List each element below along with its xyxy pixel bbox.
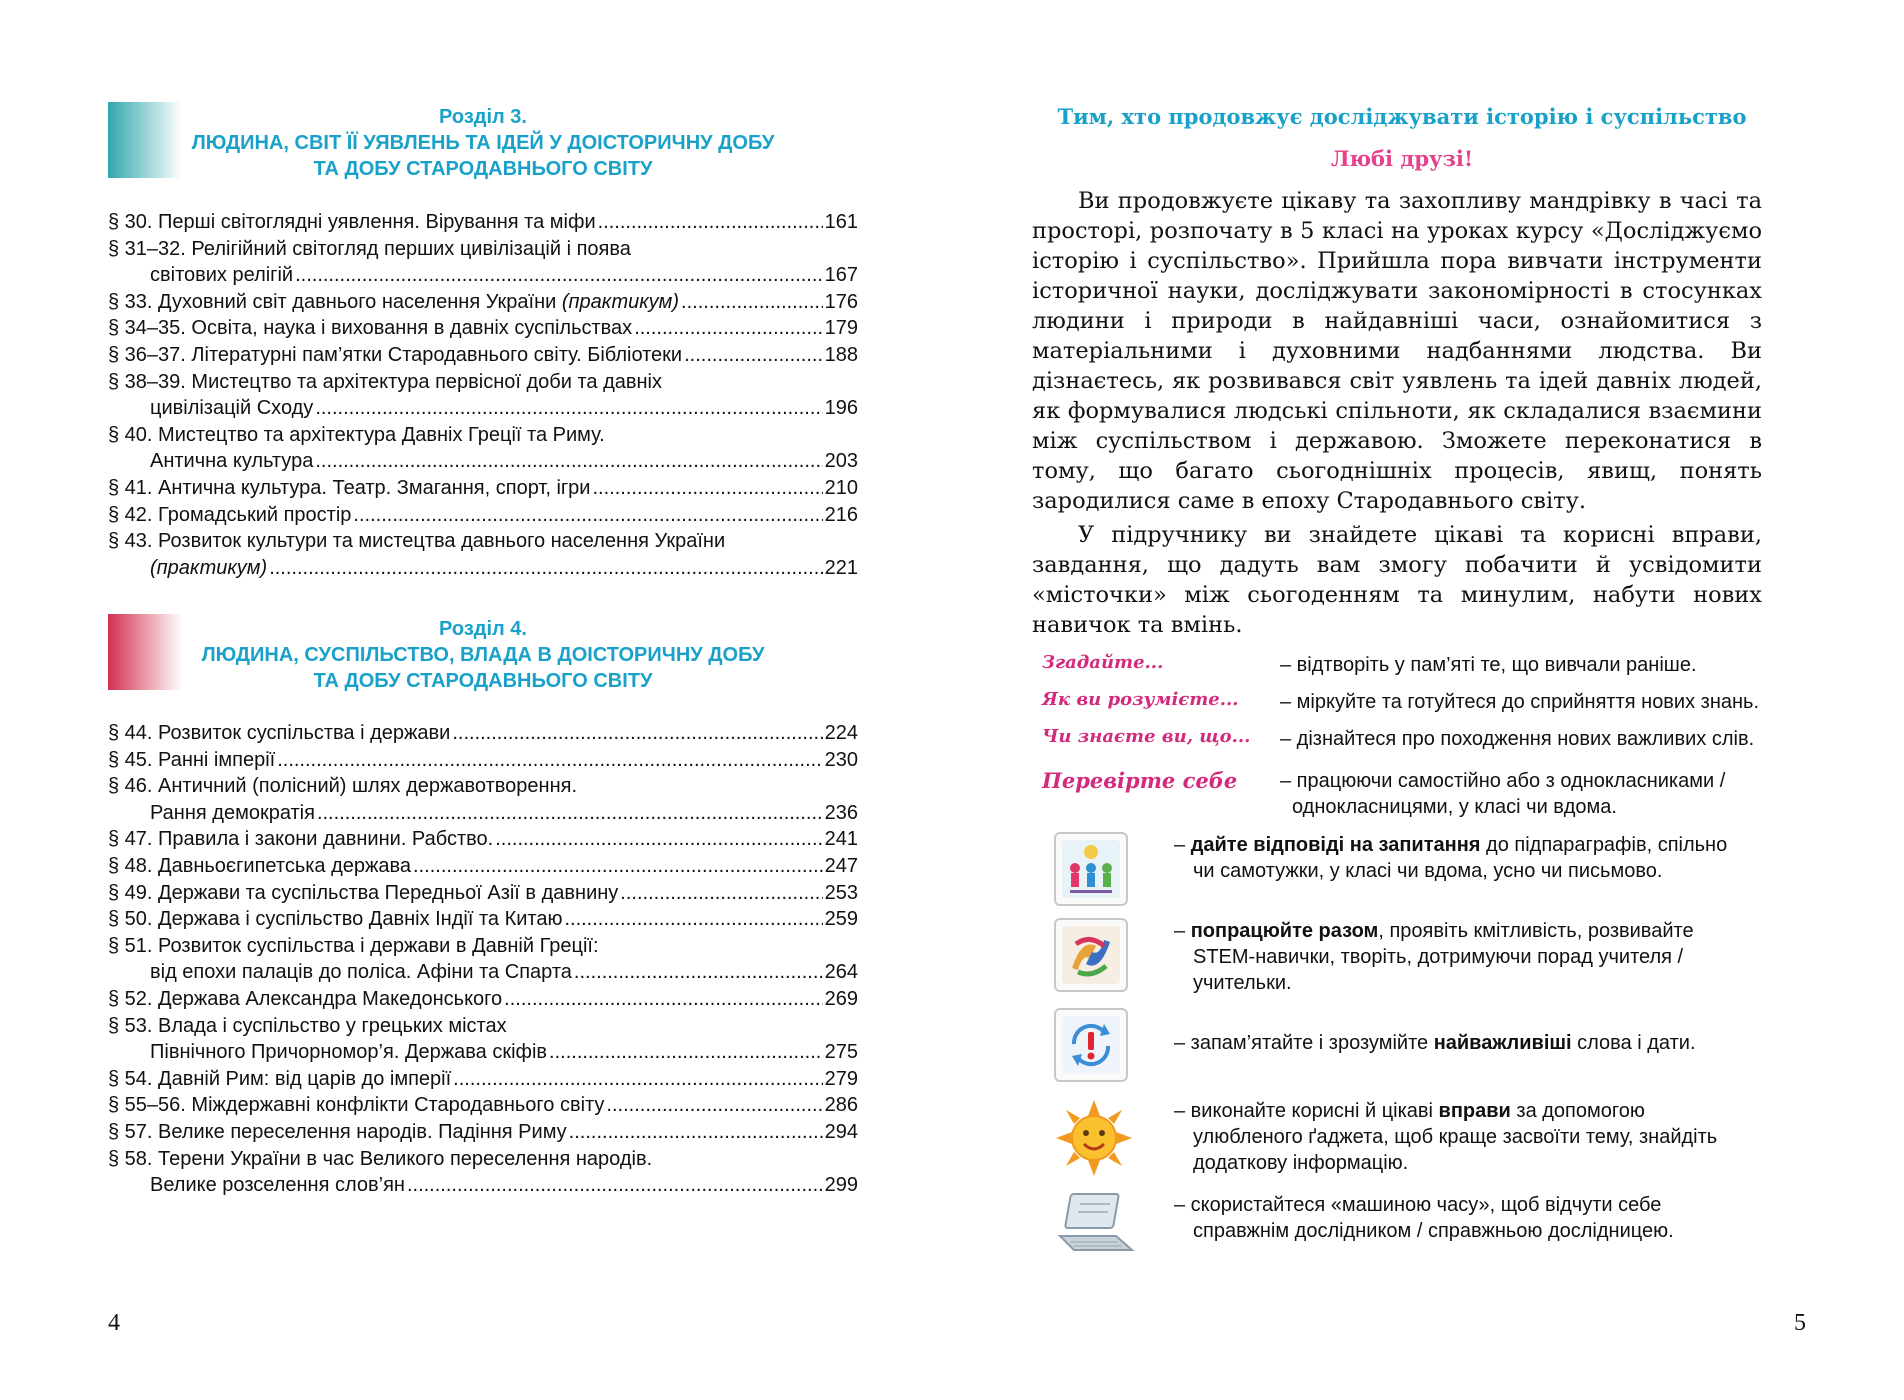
toc-leader-dots — [504, 986, 822, 1006]
toc-entry-text: § 36–37. Літературні пам’ятки Стародавнього світу. Бібліотеки — [108, 343, 683, 366]
toc-entry-title — [108, 1066, 451, 1093]
toc-page-number: 236 — [824, 801, 858, 824]
toc-entry-title — [108, 475, 590, 502]
toc-leader-dots — [413, 853, 823, 873]
icon-item-text — [1174, 918, 1794, 996]
intro-paragraph-1: Ви продовжуєте цікаву та захопливу мандрівку в часі та просторі, розпочату в 5 класі на уроках курсу «Досліджуємо історію і суспільство». Прийшла пора вивчати інструменти історичної науки, досліджувати закономірності в стосунках людини і природи в найдавніші часи, ознайомитися з матеріальними і духовними надбаннями людства. Ви дізнаєтесь, як розвивався світ уявлень та ідей давніх людей, як формувалися людські спільноти, як складалися взаємини між суспільством і державою. Зможете переконатися в тому, що багато сьогоднішніх процесів, явищ, понять зародилися саме в епоху Стародавнього світу. — [1032, 188, 1762, 514]
line2: чи самотужки, у класі чи вдома, усно чи письмово. — [1193, 860, 1663, 882]
rest-text: до підпараграфів, спільно — [1480, 834, 1728, 856]
rest-text: за допомогою — [1510, 1100, 1645, 1122]
toc-entry-continuation — [108, 448, 858, 475]
rest-text: , проявіть кмітливість, розвивайте — [1378, 920, 1694, 942]
toc-page-number: 188 — [824, 343, 858, 366]
toc-section-3 — [108, 209, 858, 581]
toc-entry-continuation-text: від епохи палаців до поліса. Афіни та Спарта — [150, 961, 572, 984]
toc-page-number: 259 — [824, 908, 858, 931]
toc-page-number: 299 — [824, 1174, 858, 1197]
toc-entry-title — [108, 236, 858, 263]
page-number-left: 4 — [108, 1310, 120, 1336]
toc-entry-text: § 33. Духовний світ давнього населення України — [108, 290, 562, 313]
line1: – скористайтеся «машиною часу», щоб відчути себе — [1174, 1194, 1662, 1216]
toc-leader-dots — [353, 502, 822, 522]
toc-entry-text: § 48. Давньоєгипетська держава — [108, 854, 412, 877]
toc-entry-title — [108, 1013, 858, 1040]
toc-leader-dots — [277, 747, 822, 767]
section-4-title — [108, 616, 858, 694]
toc-entry-title — [108, 986, 502, 1013]
toc-entry-title — [108, 880, 618, 907]
toc-entry-title — [108, 720, 450, 747]
dash: – — [1174, 834, 1191, 856]
toc-entry — [108, 1119, 858, 1146]
toc-leader-dots — [315, 448, 822, 468]
toc-page-number: 203 — [824, 450, 858, 473]
toc-entry — [108, 826, 858, 853]
legend-key: Згадайте... — [1042, 652, 1164, 673]
toc-entry — [108, 369, 858, 396]
toc-page-number: 210 — [824, 476, 858, 499]
toc-entry-title — [108, 773, 858, 800]
toc-entry-continuation — [108, 959, 858, 986]
toc-entry-title — [108, 209, 596, 236]
toc-entry-text: § 53. Влада і суспільство у грецьких містах — [108, 1014, 507, 1037]
toc-entry-title — [108, 315, 632, 342]
section-4-title-line1: Розділ 4. — [439, 618, 527, 640]
toc-entry — [108, 315, 858, 342]
section-3-title-line2: ЛЮДИНА, СВІТ ЇЇ УЯВЛЕНЬ ТА ІДЕЙ У ДОІСТОРИЧНУ ДОБУ — [191, 132, 775, 154]
toc-entry-title — [108, 1119, 567, 1146]
toc-page-number: 247 — [824, 854, 858, 877]
laptop-icon — [1054, 1188, 1124, 1258]
toc-entry-text: § 58. Терени України в час Великого переселення народів. — [108, 1147, 653, 1170]
section-3-title — [108, 104, 858, 182]
dash: – — [1174, 920, 1191, 942]
joined-hands-icon — [1054, 918, 1128, 992]
icon-item-text — [1174, 1192, 1794, 1244]
line2: улюбленого ґаджета, щоб краще засвоїти тему, знайдіть — [1193, 1126, 1718, 1148]
toc-entry — [108, 475, 858, 502]
toc-page-number: 241 — [824, 828, 858, 851]
section-3-title-line1: Розділ 3. — [439, 106, 527, 128]
bold-phrase: найважливіші — [1433, 1032, 1572, 1054]
toc-entry-continuation — [108, 555, 858, 582]
toc-page-number: 279 — [824, 1067, 858, 1090]
toc-entry-text: § 38–39. Мистецтво та архітектура первісної доби та давніх — [108, 370, 662, 393]
toc-entry-text: § 34–35. Освіта, наука і виховання в давніх суспільствах — [108, 317, 633, 340]
toc-leader-dots — [569, 1119, 823, 1139]
toc-page-number: 224 — [824, 722, 858, 744]
toc-entry-continuation-text: світових релігій — [150, 264, 294, 287]
exclamation-icon — [1054, 1008, 1128, 1082]
toc-leader-dots — [315, 395, 822, 415]
legend-value — [1280, 768, 1820, 820]
toc-leader-dots — [684, 342, 823, 362]
toc-entry-title — [108, 906, 562, 933]
toc-leader-dots — [606, 1092, 822, 1112]
line3: учительки. — [1193, 972, 1292, 994]
toc-page-number: 196 — [824, 397, 858, 420]
toc-page-number: 179 — [824, 317, 858, 340]
toc-page-number: 275 — [824, 1041, 858, 1064]
toc-entry-title — [108, 528, 858, 555]
toc-entry — [108, 747, 858, 774]
toc-entry-text: § 41. Антична культура. Театр. Змагання, спорт, ігри — [108, 476, 591, 499]
toc-entry-continuation — [108, 1039, 858, 1066]
toc-leader-dots — [681, 289, 823, 309]
toc-entry — [108, 209, 858, 236]
toc-entry-continuation — [108, 800, 858, 827]
toc-entry — [108, 1066, 858, 1093]
section-4-title-line3: ТА ДОБУ СТАРОДАВНЬОГО СВІТУ — [313, 670, 653, 692]
legend-value: – міркуйте та готуйтеся до сприйняття нових знань. — [1280, 691, 1760, 713]
toc-entry-title — [108, 826, 493, 853]
toc-leader-dots — [549, 1039, 823, 1059]
icon-item-text — [1174, 1030, 1794, 1056]
toc-entry-text: § 49. Держави та суспільства Передньої Азії в давнину — [108, 881, 619, 904]
toc-entry — [108, 986, 858, 1013]
toc-entry-italic: (практикум) — [561, 290, 680, 313]
toc-page-number: 216 — [824, 503, 858, 526]
toc-leader-dots — [452, 720, 822, 740]
toc-entry — [108, 773, 858, 800]
toc-entry-text: § 43. Розвиток культури та мистецтва давнього населення України — [108, 530, 726, 553]
icon-item-text — [1174, 1098, 1794, 1176]
legend-value-line2: однокласницями, у класі чи вдома. — [1292, 796, 1617, 818]
toc-entry-text: § 55–56. Міждержавні конфлікти Стародавнього світу — [108, 1094, 605, 1117]
sun-icon — [1054, 1098, 1124, 1168]
dash: – виконайте корисні й цікаві — [1174, 1100, 1439, 1122]
toc-entry — [108, 528, 858, 555]
toc-entry-text: § 31–32. Релігійний світогляд перших цивілізацій і поява — [108, 237, 631, 260]
toc-page-number: 264 — [824, 961, 858, 984]
toc-entry — [108, 1013, 858, 1040]
toc-page-number: 294 — [824, 1120, 858, 1143]
bold-phrase: дайте відповіді на запитання — [1190, 834, 1481, 856]
toc-entry — [108, 906, 858, 933]
toc-entry — [108, 502, 858, 529]
toc-entry-title — [108, 369, 858, 396]
section-4-header — [108, 614, 858, 694]
toc-page-number: 253 — [824, 881, 858, 904]
toc-entry — [108, 720, 858, 747]
section-3-header — [108, 102, 858, 182]
legend-value: – дізнайтеся про походження нових важливих слів. — [1280, 728, 1755, 750]
toc-leader-dots — [269, 555, 822, 575]
toc-entry — [108, 853, 858, 880]
toc-leader-dots — [453, 1066, 822, 1086]
toc-entry-continuation — [108, 395, 858, 422]
toc-page-number: 161 — [824, 211, 858, 233]
toc-entry-text: § 40. Мистецтво та архітектура Давніх Греції та Риму. — [108, 423, 605, 446]
toc-entry-text: § 42. Громадський простір — [108, 503, 352, 526]
toc-entry — [108, 1092, 858, 1119]
toc-leader-dots — [564, 906, 822, 926]
greeting: Любі друзі! — [1330, 146, 1474, 171]
icon-item-text — [1174, 832, 1794, 884]
line2: STEM-навички, творіть, дотримуючи порад учителя / — [1193, 946, 1684, 968]
bold-phrase: вправи — [1438, 1100, 1511, 1122]
toc-entry-title — [108, 853, 411, 880]
toc-leader-dots — [620, 880, 822, 900]
toc-leader-dots — [407, 1172, 823, 1192]
toc-entry — [108, 342, 858, 369]
intro-title: Тим, хто продовжує досліджувати історію і суспільство — [1057, 104, 1747, 129]
toc-entry-text: § 50. Держава і суспільство Давніх Індії та Китаю — [108, 908, 563, 931]
toc-entry — [108, 880, 858, 907]
line2: справжнім дослідником / справжньою дослідницею. — [1193, 1220, 1674, 1242]
toc-entry — [108, 422, 858, 449]
toc-entry-text: § 45. Ранні імперії — [108, 748, 276, 771]
toc-entry — [108, 289, 858, 316]
section-3-title-line3: ТА ДОБУ СТАРОДАВНЬОГО СВІТУ — [313, 158, 653, 180]
toc-entry-continuation-text: Північного Причорномор’я. Держава скіфів — [150, 1041, 548, 1064]
bold-phrase: попрацюйте разом — [1190, 920, 1379, 942]
toc-entry-continuation-text: Велике розселення слов’ян — [150, 1174, 405, 1197]
page-number-right: 5 — [1794, 1310, 1806, 1336]
toc-entry-text: § 54. Давній Рим: від царів до імперії — [108, 1067, 452, 1090]
toc-entry-text: § 30. Перші світоглядні уявлення. Вірування та міфи — [108, 211, 596, 233]
toc-entry-continuation — [108, 1172, 858, 1199]
toc-entry-continuation-text: (практикум) — [150, 556, 268, 579]
toc-entry-text: § 46. Античний (полісний) шлях державотворення. — [108, 775, 578, 798]
toc-entry-title — [108, 342, 682, 369]
toc-leader-dots — [598, 209, 823, 229]
toc-entry — [108, 933, 858, 960]
toc-entry-continuation-text: Антична культура — [150, 450, 314, 473]
toc-entry-continuation-text: Рання демократія — [150, 801, 315, 824]
toc-page-number: 221 — [824, 556, 858, 579]
line3: додаткову інформацію. — [1193, 1152, 1409, 1174]
section-4-title-line2: ЛЮДИНА, СУСПІЛЬСТВО, ВЛАДА В ДОІСТОРИЧНУ ДОБУ — [201, 644, 765, 666]
toc-leader-dots — [295, 262, 823, 282]
toc-entry-title — [108, 1092, 604, 1119]
toc-page-number: 269 — [824, 987, 858, 1010]
toc-entry-title — [108, 747, 275, 774]
toc-entry-text: § 57. Велике переселення народів. Падіння Риму — [108, 1120, 567, 1143]
toc-entry-text: § 52. Держава Александра Македонського — [108, 987, 503, 1010]
toc-page-number: 230 — [824, 748, 858, 771]
toc-entry-title — [108, 289, 679, 316]
toc-entry-title — [108, 933, 858, 960]
legend-key: Перевірте себе — [1042, 768, 1238, 793]
toc-page-number: 176 — [824, 290, 858, 313]
toc-leader-dots — [317, 800, 823, 820]
toc-entry-title — [108, 502, 351, 529]
toc-page-number: 286 — [824, 1094, 858, 1117]
intro-paragraph-2: У підручнику ви знайдете цікаві та корисні вправи, завдання, що дадуть вам змогу побачити й усвідомити «місточки» між сьогоденням та минулим, набути нових навичок та вмінь. — [1032, 522, 1762, 638]
toc-leader-dots — [634, 315, 822, 335]
toc-leader-dots — [574, 959, 823, 979]
rest-text: слова і дати. — [1571, 1032, 1696, 1054]
toc-entry-text: § 51. Розвиток суспільства і держави в Давній Греції: — [108, 934, 599, 957]
toc-section-4 — [108, 720, 858, 1199]
legend-key: Чи знаєте ви, що... — [1042, 726, 1251, 747]
toc-entry-title — [108, 422, 858, 449]
toc-leader-dots — [592, 475, 822, 495]
legend-key: Як ви розумієте... — [1042, 689, 1239, 710]
toc-leader-dots — [495, 826, 822, 846]
toc-entry — [108, 236, 858, 263]
toc-entry-text: § 47. Правила і закони давнини. Рабство. — [108, 828, 494, 851]
toc-page-number: 167 — [824, 264, 858, 287]
toc-entry-title — [108, 1146, 858, 1173]
toc-entry-continuation-text: цивілізацій Сходу — [150, 397, 314, 420]
group-people-icon — [1054, 832, 1128, 906]
right-page — [952, 0, 1904, 1400]
legend-value: – відтворіть у пам’яті те, що вивчали раніше. — [1280, 654, 1697, 676]
dash: – запам’ятайте і зрозумійте — [1174, 1032, 1434, 1054]
toc-entry-text: § 44. Розвиток суспільства і держави — [108, 722, 451, 744]
toc-entry-continuation — [108, 262, 858, 289]
toc-entry — [108, 1146, 858, 1173]
legend-value-line1: – працюючи самостійно або з однокласниками / — [1280, 770, 1726, 792]
